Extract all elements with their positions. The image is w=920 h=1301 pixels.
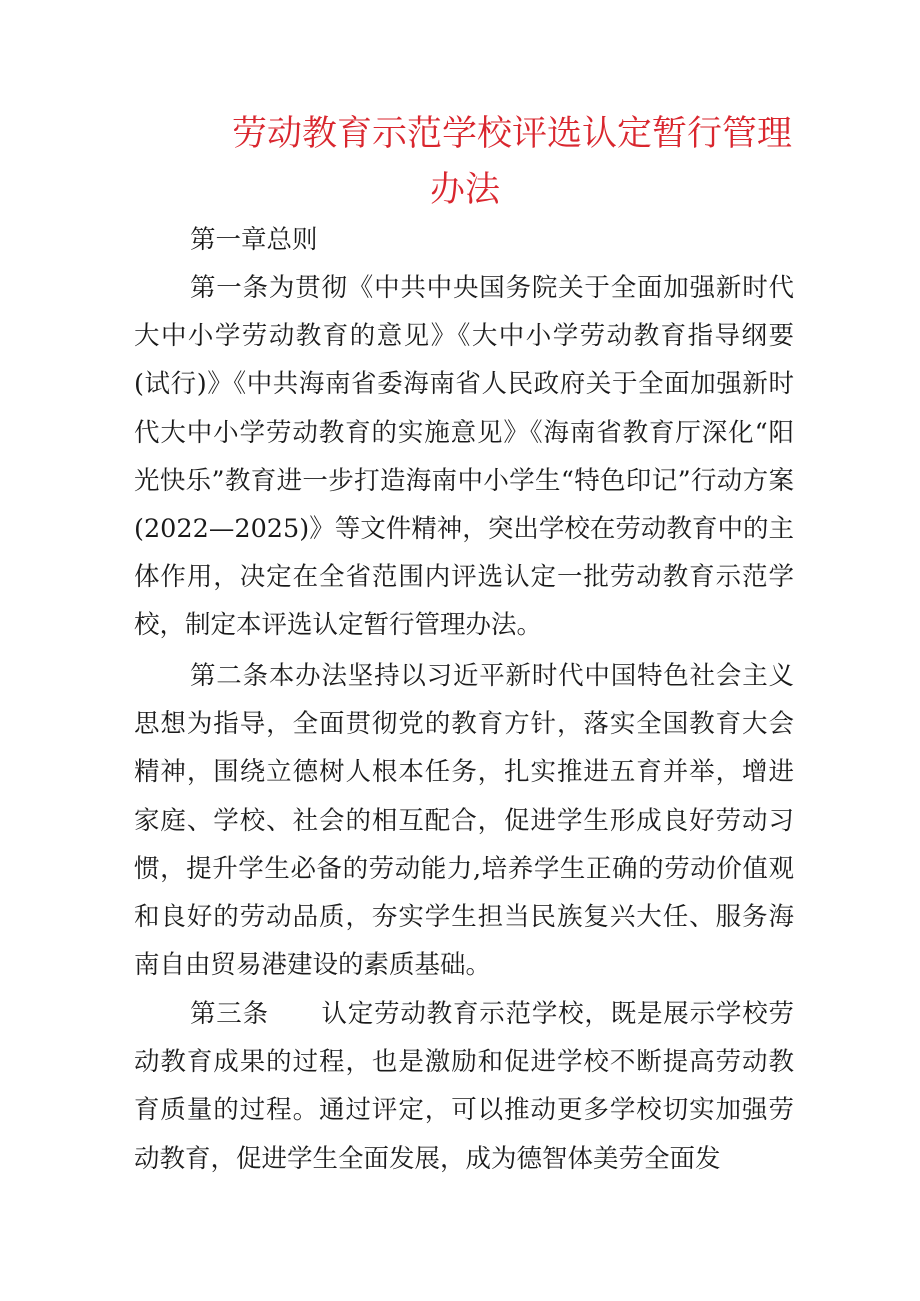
document-title (232, 106, 792, 218)
article-1-paragraph: 第一条为贯彻《中共中央国务院关于全面加强新时代大中小学劳动教育的意见》《大中小学劳动教育指导纲要(试行)》《中共海南省委海南省人民政府关于全面加强新时代大中小学劳动教育的实施意见》《海南省教育厅深化“阳光快乐”教育进一步打造海南中小学生“特色印记”行动方案(2022—2025)》等文件精神，突出学校在劳动教育中的主体作用，决定在全省范围内评选认定一批劳动教育示范学校，制定本评选认定暂行管理办法。 (134, 273, 794, 641)
document-title-line-2: 办法 (430, 170, 501, 210)
article-3-paragraph: 第三条 认定劳动教育示范学校，既是展示学校劳动教育成果的过程，也是激励和促进学校不断提高劳动教育质量的过程。通过评定，可以推动更多学校切实加强劳动教育，促进学生全面发展，成为德智体美劳全面发 (134, 999, 794, 1174)
document-title-line-1: 劳动教育示范学校评选认定暂行管理 (232, 114, 793, 154)
chapter-heading: 第一章总则 (190, 225, 318, 255)
article-2-paragraph: 第二条本办法坚持以习近平新时代中国特色社会主义思想为指导，全面贯彻党的教育方针，落实全国教育大会精神，围绕立德树人根本任务，扎实推进五育并举，增进家庭、学校、社会的相互配合，促进学生形成良好劳动习惯，提升学生必备的劳动能力,培养学生正确的劳动价值观和良好的劳动品质，夯实学生担当民族复兴大任、服务海南自由贸易港建设的素质基础。 (134, 661, 794, 981)
